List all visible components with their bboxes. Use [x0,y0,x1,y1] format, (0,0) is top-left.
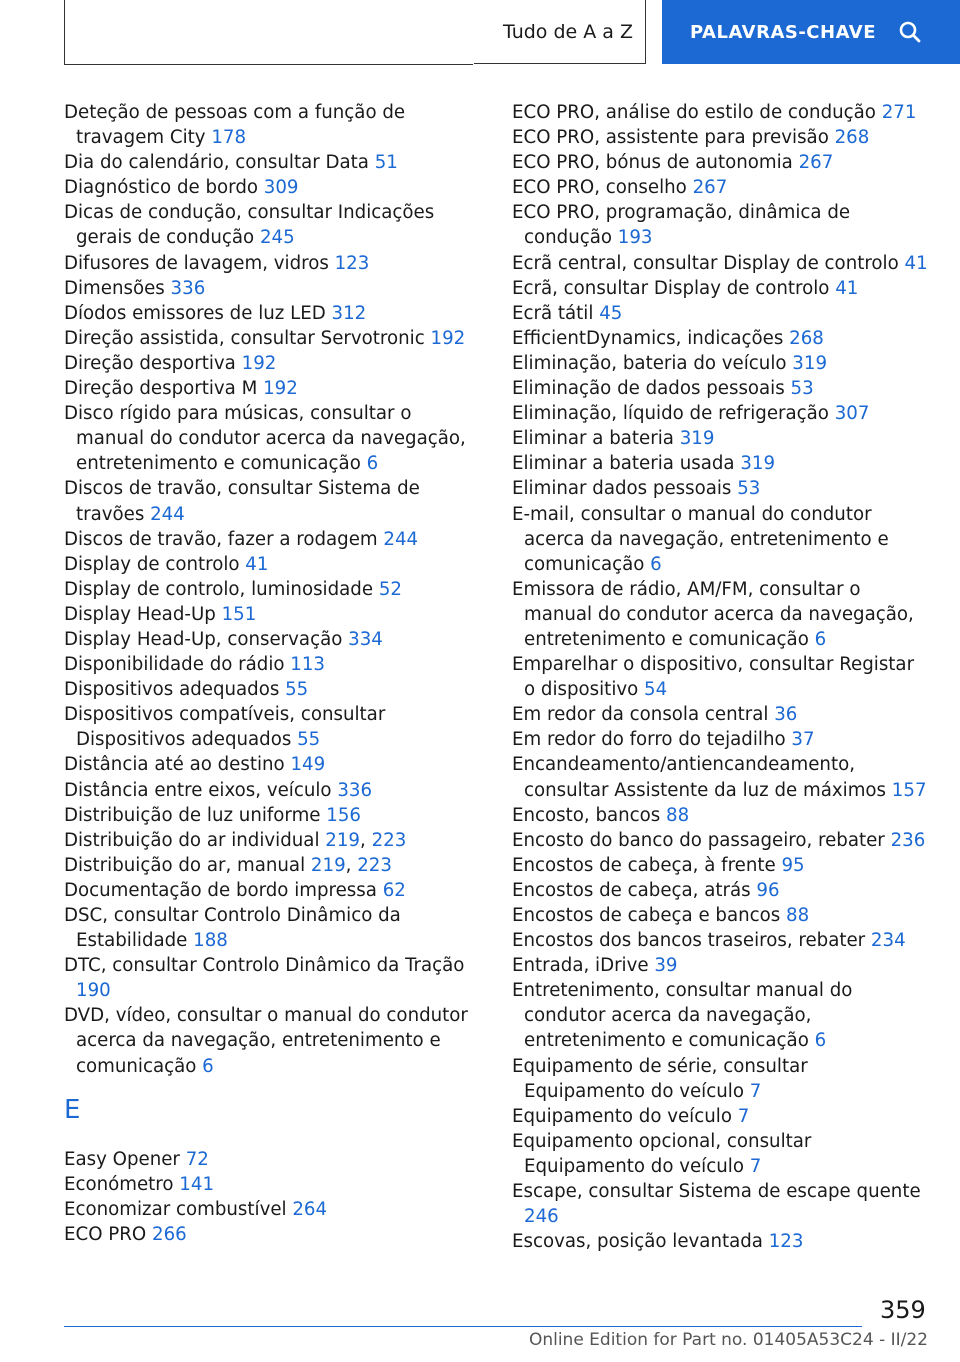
page-link[interactable]: 54 [644,679,668,701]
index-entry [64,301,482,326]
index-entry [512,100,930,125]
index-entry-term: Easy Opener [64,1148,186,1170]
index-entry [64,803,482,828]
page-link[interactable]: 7 [737,1105,750,1127]
page-link[interactable]: 192 [241,352,277,374]
page-link[interactable]: 55 [297,729,321,751]
index-entry-term: Dispositivos adequados [64,679,286,701]
index-entry-term: Díodos emissores de luz LED [64,302,332,324]
index-entry-term: ECO PRO, assistente para previsão [512,127,835,149]
page-link[interactable]: 236 [890,829,926,851]
page-link[interactable]: 244 [150,503,185,525]
index-entry-term: Distância entre eixos, veículo [64,779,338,801]
page-link[interactable]: 39 [654,955,678,977]
page-link[interactable]: 156 [326,804,361,826]
header-blank-tab [64,0,473,65]
index-entry [512,903,930,928]
index-entry [512,276,930,301]
index-entry [512,426,930,451]
index-entry [64,1003,482,1078]
index-entry-term: EfficientDynamics, indicações [512,327,790,349]
page-link[interactable]: 192 [430,327,466,349]
index-entry-term: Deteção de pessoas com a função de travagem City [64,102,406,149]
index-entry-term: Distribuição do ar, manual [64,854,311,876]
index-entry-term: Eliminar dados pessoais [512,478,738,500]
page-link[interactable]: 190 [76,980,111,1002]
index-entry [512,175,930,200]
page-link[interactable]: 223 [357,854,392,876]
index-entry [64,326,482,351]
index-entry [512,752,930,802]
page-link[interactable]: 312 [331,302,367,324]
page-link[interactable]: 123 [768,1231,804,1253]
index-entry [64,1197,482,1222]
page-link[interactable]: 271 [881,102,917,123]
index-column-right [512,100,930,1254]
page-link[interactable]: 52 [378,578,402,600]
index-list-e-continued [512,100,930,1254]
index-entry [512,828,930,853]
page-link[interactable]: 267 [692,177,728,199]
index-entry [64,878,482,903]
page-link[interactable]: 267 [798,152,834,174]
index-entry-term: Dispositivos compatíveis, consultar Dispositivos adequados [64,704,386,751]
page-link[interactable]: 141 [179,1173,215,1195]
index-entry [64,200,482,250]
index-entry-term: Em redor do forro do tejadilho [512,729,792,751]
page-link[interactable]: 334 [348,628,383,650]
index-entry-term: Direção desportiva M [64,378,264,400]
index-entry [64,1172,482,1197]
page-link[interactable]: 95 [781,854,805,876]
page-link[interactable]: 319 [740,453,776,475]
index-entry-term: Display de controlo [64,553,246,575]
index-entry [64,351,482,376]
index-entry-term: Equipamento opcional, consultar Equipamento do veículo [512,1130,812,1177]
page-link[interactable]: 6 [650,553,662,575]
index-entry-term: Eliminar a bateria [512,428,680,450]
index-entry [64,627,482,652]
index-entry [512,502,930,577]
index-entry-term: Encostos de cabeça e bancos [512,905,787,926]
index-entry-term: Emissora de rádio, AM/FM, consultar o manual do condutor acerca da navegação, entretenimento e comunicação [512,578,914,650]
index-entry [512,326,930,351]
index-entry [512,928,930,953]
index-entry-term: Ecrã, consultar Display de controlo [512,277,836,299]
index-entry [512,1104,930,1129]
index-entry [512,125,930,150]
index-entry-term: Dicas de condução, consultar Indicações gerais de condução [64,202,435,249]
index-entry-term: Em redor da consola central [512,704,775,726]
page-link[interactable]: 319 [792,352,828,374]
index-entry [512,376,930,401]
page-link[interactable]: 336 [337,779,373,801]
index-entry-term: Discos de travão, fazer a rodagem [64,528,384,550]
page-link[interactable]: 53 [737,478,761,500]
page-link[interactable]: 157 [891,779,927,801]
page-link[interactable]: 55 [285,679,309,701]
index-entry-term: Encostos de cabeça, à frente [512,854,782,876]
index-entry-term: Ecrã tátil [512,302,600,324]
index-entry-term: Display Head-Up, conservação [64,628,349,650]
index-entry [64,251,482,276]
index-entry [64,401,482,476]
page-link[interactable]: 7 [749,1080,762,1102]
index-entry [64,376,482,401]
page-number: 359 [880,1296,926,1324]
page-link[interactable]: 244 [383,528,419,550]
index-entry [512,1129,930,1179]
index-entry-term: Distribuição de luz uniforme [64,804,327,826]
index-entry [512,150,930,175]
index-entry-term: DTC, consultar Controlo Dinâmico da Tração [64,955,465,977]
tab-keywords[interactable] [662,0,960,64]
page-link[interactable]: 37 [791,729,815,751]
page-link[interactable]: 41 [835,277,859,299]
page-link[interactable]: 41 [245,553,269,575]
index-entry-term: E-mail, consultar o manual do condutor acerca da navegação, entretenimento e comunicação [512,503,889,575]
index-entry-term: Económetro [64,1173,180,1195]
page-link[interactable]: 72 [185,1148,209,1170]
index-entry-term: Escovas, posição levantada [512,1231,769,1253]
footer-divider [64,1326,862,1327]
page-link[interactable]: 7 [749,1155,762,1177]
index-entry-term: Disponibilidade do rádio [64,654,291,676]
tab-keywords-label: PALAVRAS-CHAVE [690,21,877,43]
tab-a-to-z[interactable] [474,0,646,64]
page-link[interactable]: 234 [870,930,906,952]
index-entry [64,552,482,577]
page-link[interactable]: 266 [152,1223,187,1245]
index-entry-term: Ecrã central, consultar Display de controlo [512,252,905,274]
index-column-left [64,100,482,1247]
index-entry-term: Documentação de bordo impressa [64,879,383,901]
index-entry [512,251,930,276]
index-entry-term: DSC, consultar Controlo Dinâmico da Estabilidade [64,905,401,952]
index-entry [512,853,930,878]
index-entry-term: Eliminação, líquido de refrigeração [512,403,835,425]
index-entry [512,727,930,752]
page-link[interactable]: 268 [789,327,824,349]
index-entry [512,1179,930,1229]
page-link[interactable]: 51 [374,152,398,174]
index-entry [64,778,482,803]
index-entry-term: Discos de travão, consultar Sistema de travões [64,478,420,525]
index-entry [512,978,930,1053]
index-entry [64,752,482,777]
index-entry-term: Equipamento do veículo [512,1105,738,1127]
index-entry-term: Equipamento de série, consultar Equipamento do veículo [512,1055,808,1102]
index-entry [512,803,930,828]
page-link[interactable]: 307 [834,403,870,425]
index-entry [512,200,930,250]
index-entry: Distribuição do ar, manual 219, 223 [64,854,392,876]
page-link[interactable]: 6 [366,453,379,475]
index-entry [64,527,482,552]
page-link[interactable]: 6 [202,1055,214,1077]
index-entry [64,175,482,200]
page-link[interactable]: 309 [263,177,299,199]
index-entry [64,602,482,627]
index-entry-term: ECO PRO, análise do estilo de condução [512,102,882,123]
index-entry [512,301,930,326]
page-link[interactable]: 151 [221,603,257,625]
page-link[interactable]: 219 [325,829,360,851]
page-link[interactable]: 41 [904,252,928,274]
page-link[interactable]: 88 [666,804,690,826]
page-link[interactable]: 178 [211,127,247,149]
index-entry-term: Encosto, bancos [512,804,667,826]
index-entry [512,401,930,426]
index-entry-term: Economizar combustível [64,1198,293,1220]
index-entry-term: Difusores de lavagem, vidros [64,252,335,274]
index-entry [512,953,930,978]
index-entry-term: Emparelhar o dispositivo, consultar Registar o dispositivo [512,654,915,701]
index-entry [512,1229,930,1254]
index-entry-term: Eliminar a bateria usada [512,453,741,475]
index-entry [64,677,482,702]
page-link[interactable]: 96 [756,879,780,901]
page-link[interactable]: 149 [290,754,326,776]
section-letter: E [64,1094,81,1125]
index-list-e [64,1147,482,1247]
index-entry [64,476,482,526]
index-entry-term: Display de controlo, luminosidade [64,578,379,600]
index-entry: Distribuição do ar individual 219, 223 [64,829,407,851]
index-entry-term: Encostos dos bancos traseiros, rebater [512,930,871,952]
page-link[interactable]: 88 [786,905,810,926]
page-link[interactable]: 245 [259,227,295,249]
page-link[interactable]: 223 [371,829,407,851]
page-link[interactable]: 36 [774,704,798,726]
page-link[interactable]: 246 [524,1206,559,1228]
index-entry [64,100,482,150]
page-link[interactable]: 113 [290,654,325,676]
index-entry-term: ECO PRO [64,1223,152,1245]
edition-footer: Online Edition for Part no. 01405A53C24 - II/22 [528,1330,928,1350]
index-entry-term: ECO PRO, conselho [512,177,693,199]
page-link[interactable]: 53 [790,378,814,400]
index-entry [512,1054,930,1104]
index-entry [512,878,930,903]
page-link[interactable]: 336 [170,277,206,299]
page-link[interactable]: 193 [617,227,653,249]
index-entry-term: Distribuição do ar individual [64,829,326,851]
page-link[interactable]: 45 [599,302,623,324]
index-entry [64,1147,482,1172]
index-entry-term: Dimensões [64,277,171,299]
index-entry-term: ECO PRO, programação, dinâmica de condução [512,202,851,249]
page-link[interactable]: 6 [814,1030,827,1052]
page-header [0,0,960,66]
index-entry [64,150,482,175]
index-entry-term: Encandeamento/antiencandeamento, consultar Assistente da luz de máximos [512,754,892,801]
index-list-d [64,100,482,1079]
index-entry [512,577,930,652]
page-link[interactable]: 319 [679,428,715,450]
page-link[interactable]: 192 [263,378,298,400]
page-link[interactable]: 6 [814,628,827,650]
index-entry-term: Escape, consultar Sistema de escape quente [512,1181,921,1203]
index-entry-term: Eliminação de dados pessoais [512,378,791,400]
index-entry [512,451,930,476]
index-entry [64,1222,482,1247]
index-entry-term: Entretenimento, consultar manual do condutor acerca da navegação, entretenimento e comunicação [512,980,853,1052]
page-link[interactable]: 268 [834,127,870,149]
index-entry-term: Entrada, iDrive [512,955,655,977]
index-entry [64,276,482,301]
index-entry [64,903,482,953]
page-link[interactable]: 219 [310,854,346,876]
page-link[interactable]: 62 [382,879,406,901]
index-entry-term: Dia do calendário, consultar Data [64,152,375,174]
index-entry [64,702,482,752]
index-entry-term: Diagnóstico de bordo [64,177,264,199]
index-entry-term: Encostos de cabeça, atrás [512,879,757,901]
index-entry-term: ECO PRO, bónus de autonomia [512,152,799,174]
index-entry-term: Display Head-Up [64,603,222,625]
index-entry [64,953,482,1003]
tab-a-to-z-label: Tudo de A a Z [502,20,633,43]
index-entry [512,652,930,702]
index-entry-term: Direção desportiva [64,352,242,374]
search-icon[interactable] [898,20,922,44]
index-entry [64,652,482,677]
index-entry-term: Encosto do banco do passageiro, rebater [512,829,891,851]
index-entry [64,577,482,602]
index-entry-term: DVD, vídeo, consultar o manual do condutor acerca da navegação, entretenimento e comunicação [64,1005,468,1077]
page-link[interactable]: 264 [292,1198,328,1220]
index-entry-term: Direção assistida, consultar Servotronic [64,327,431,349]
index-entry-term: Disco rígido para músicas, consultar o manual do condutor acerca da navegação, entretenimento e comunicação [64,403,466,475]
index-entry [512,351,930,376]
page-link[interactable]: 123 [334,252,370,274]
index-entry-term: Eliminação, bateria do veículo [512,352,793,374]
page-link[interactable]: 188 [193,930,228,952]
index-entry [512,702,930,727]
index-entry-term: Distância até ao destino [64,754,291,776]
index-entry [512,476,930,501]
